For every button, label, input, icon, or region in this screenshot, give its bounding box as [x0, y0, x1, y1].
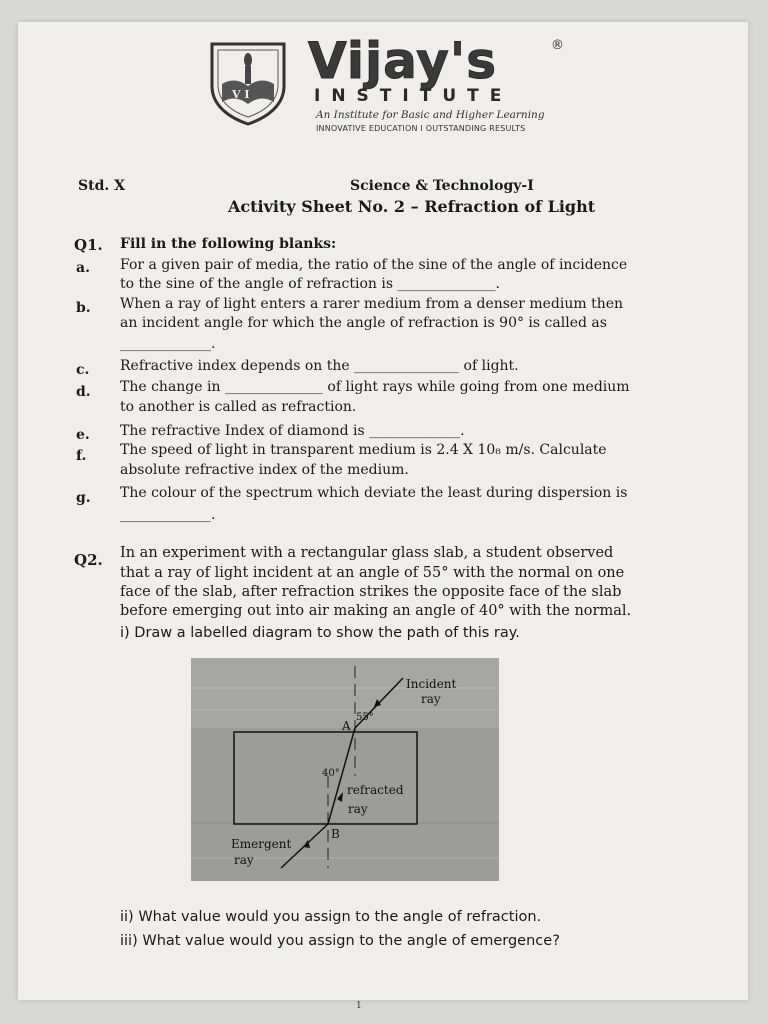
point-a-label: A [342, 719, 351, 733]
point-b-label: B [331, 827, 340, 841]
incident-ray-label: ray [421, 692, 441, 706]
question-2-part-i: i) Draw a labelled diagram to show the path of this ray. [120, 625, 520, 641]
item-a-label: a. [76, 260, 90, 276]
refraction-diagram-svg [191, 658, 499, 881]
item-g-line-2: _____________. [120, 507, 216, 523]
item-e-line-1: The refractive Index of diamond is _____________. [120, 423, 465, 439]
emergent-label: Emergent [231, 837, 292, 851]
institute-logo-icon [208, 40, 288, 126]
brand-name: Vijay's [308, 32, 497, 90]
question-2-part-iii: iii) What value would you assign to the angle of emergence? [120, 933, 560, 949]
sheet-title: Activity Sheet No. 2 – Refraction of Light [228, 197, 596, 216]
page-number: 1 [356, 1001, 362, 1011]
item-c-label: c. [76, 362, 90, 378]
refraction-diagram [191, 658, 499, 881]
item-d-line-1: The change in ______________ of light rays while going from one medium [120, 379, 630, 395]
standard-label: Std. X [78, 178, 125, 194]
institute-tagline: An Institute for Basic and Higher Learning [316, 109, 545, 121]
item-c-line-1: Refractive index depends on the _______________ of light. [120, 358, 519, 374]
subject-label: Science & Technology-I [350, 178, 534, 194]
angle-of-incidence-label: 55° [356, 712, 374, 723]
item-d-line-2: to another is called as refraction. [120, 399, 357, 415]
refracted-ray-label: ray [348, 802, 368, 816]
svg-text:V I: V I [232, 88, 250, 101]
refracted-label: refracted [347, 783, 404, 797]
question-2-label: Q2. [74, 551, 103, 569]
item-g-label: g. [76, 490, 91, 506]
item-b-line-3: _____________. [120, 336, 216, 352]
registered-mark: ® [551, 38, 564, 53]
question-2-part-ii: ii) What value would you assign to the angle of refraction. [120, 909, 542, 925]
angle-of-refraction-label: 40° [322, 768, 340, 779]
item-e-label: e. [76, 427, 90, 443]
question-2-line-1: In an experiment with a rectangular glass slab, a student observed [120, 545, 614, 561]
question-1-heading: Fill in the following blanks: [120, 236, 337, 252]
item-f-line-2: absolute refractive index of the medium. [120, 462, 409, 478]
item-b-line-1: When a ray of light enters a rarer medium from a denser medium then [120, 296, 624, 312]
question-2-line-2: that a ray of light incident at an angle of 55° with the normal on one [120, 565, 625, 581]
item-d-label: d. [76, 384, 91, 400]
emergent-ray-label: ray [234, 853, 254, 867]
item-g-line-1: The colour of the spectrum which deviate the least during dispersion is [120, 485, 628, 501]
incident-label: Incident [406, 677, 457, 691]
item-b-label: b. [76, 300, 91, 316]
brand-subtitle: INSTITUTE [314, 86, 513, 106]
question-2-line-4: before emerging out into air making an angle of 40° with the normal. [120, 603, 632, 619]
item-f-line-1: The speed of light in transparent medium is 2.4 X 10₈ m/s. Calculate [120, 442, 607, 458]
item-b-line-2: an incident angle for which the angle of refraction is 90° is called as [120, 315, 607, 331]
item-f-label: f. [76, 448, 87, 464]
item-a-line-2: to the sine of the angle of refraction is ______________. [120, 276, 500, 292]
question-1-label: Q1. [74, 236, 103, 254]
question-2-line-3: face of the slab, after refraction strikes the opposite face of the slab [120, 584, 622, 600]
item-a-line-1: For a given pair of media, the ratio of the sine of the angle of incidence [120, 257, 628, 273]
institute-slogan: INNOVATIVE EDUCATION I OUTSTANDING RESULTS [316, 124, 526, 133]
